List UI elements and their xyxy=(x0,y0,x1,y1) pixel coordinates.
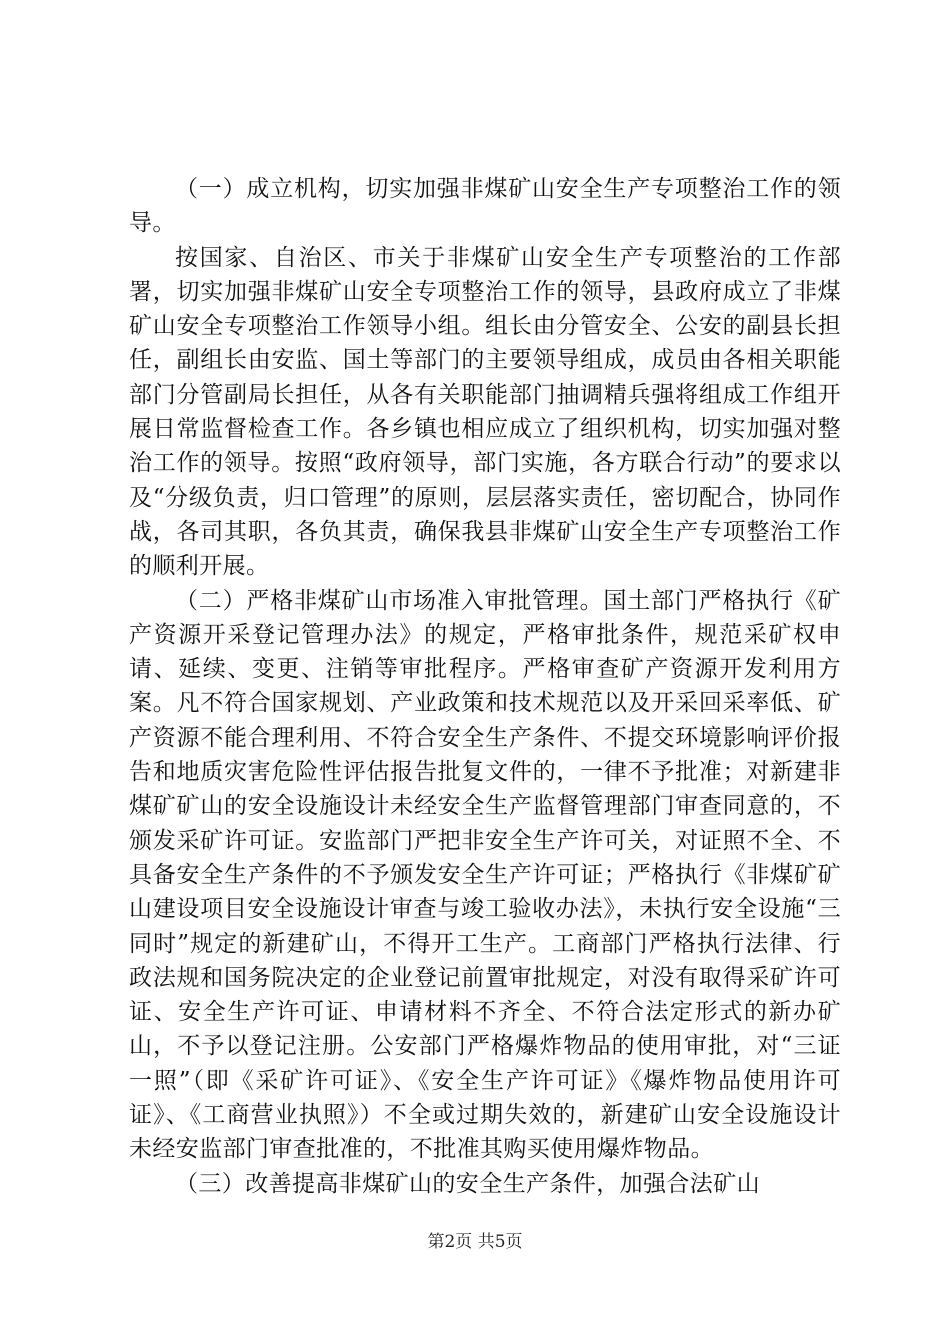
heading-paragraph-3: （三）改善提高非煤矿山的安全生产条件，加强合法矿山 xyxy=(175,1170,760,1197)
heading-paragraph-2: （二）严格非煤矿山市场准入审批管理。国土部门严格执行《矿产资源开采登记管理办法》的规定，严格审批条件，规范采矿权申请、延续、变更、注销等审批程序。严格审查矿产资源开发利用方案。凡不符合国家规划、产业政策和技术规范以及开采回采率低、矿产资源不能合理利用、不符合安全生产条件、不提交环境影响评价报告和地质灾害危险性评估报告批复文件的，一律不予批准；对新建非煤矿矿山的安全设施设计未经安全生产监督管理部门审查同意的，不颁发采矿许可证。安监部门严把非安全生产许可关，对证照不全、不具备安全生产条件的不予颁发安全生产许可证；严格执行《非煤矿矿山建设项目安全设施设计审查与竣工验收办法》，未执行安全设施“三同时”规定的新建矿山，不得开工生产。工商部门严格执行法律、行政法规和国务院决定的企业登记前置审批规定，对没有取得采矿许可证、安全生产许可证、申请材料不齐全、不符合法定形式的新办矿山，不予以登记注册。公安部门严格爆炸物品的使用审批，对“三证一照”（即《采矿许可证》、《安全生产许可证》《爆炸物品使用许可证》、《工商营业执照》）不全或过期失效的，新建矿山安全设施设计未经安监部门审查批准的，不批准其购买使用爆炸物品。 xyxy=(129,587,841,1163)
heading-paragraph-1: （一）成立机构，切实加强非煤矿山安全生产专项整治工作的领导。 xyxy=(129,176,841,237)
body-paragraph-1: 按国家、自治区、市关于非煤矿山安全生产专项整治的工作部署，切实加强非煤矿山安全专项整治工作的领导，县政府成立了非煤矿山安全专项整治工作领导小组。组长由分管安全、公安的副县长担任，副组长由安监、国土等部门的主要领导组成，成员由各相关职能部门分管副局长担任，从各有关职能部门抽调精兵强将组成工作组开展日常监督检查工作。各乡镇也相应成立了组织机构，切实加强对整治工作的领导。按照“政府领导，部门实施，各方联合行动”的要求以及“分级负责，归口管理”的原则，层层落实责任，密切配合，协同作战，各司其职，各负其责，确保我县非煤矿山安全生产专项整治工作的顺利开展。 xyxy=(129,244,841,580)
document-body xyxy=(129,172,841,1201)
page-number-footer: 第2页 共5页 xyxy=(427,1232,523,1252)
